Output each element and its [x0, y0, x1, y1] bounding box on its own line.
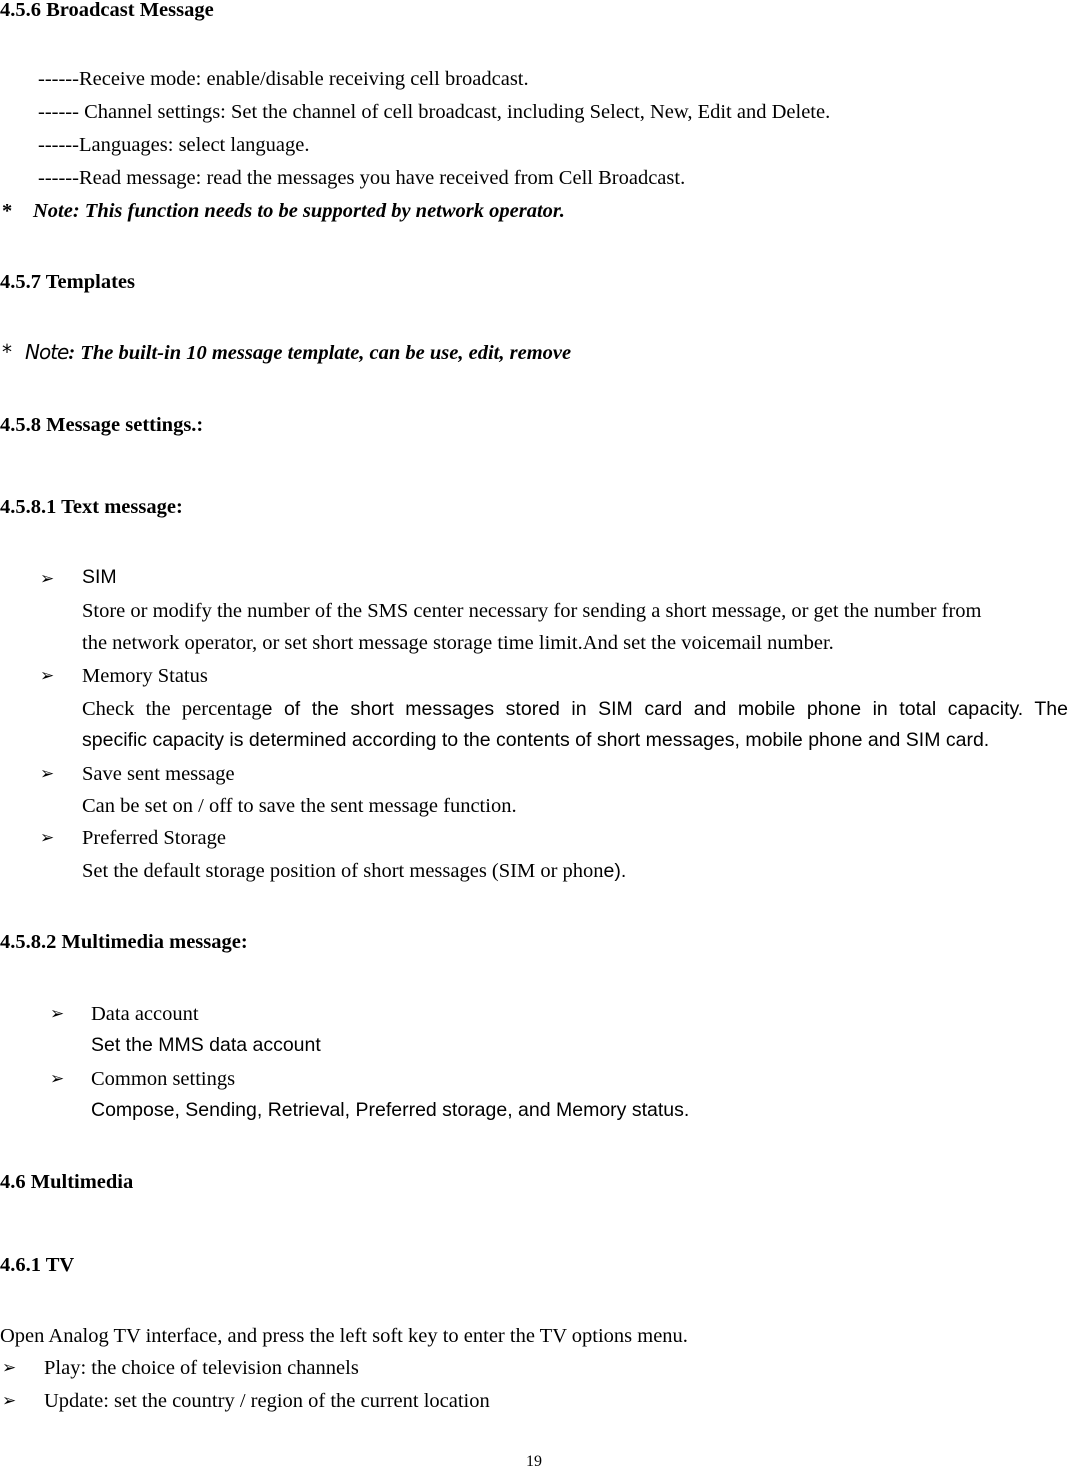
setting-desc-memory-line2: specific capacity is determined according to the contents of short messages, mobile phone and SIM card.	[82, 729, 990, 751]
tv-intro: Open Analog TV interface, and press the left soft key to enter the TV options menu.	[0, 1325, 688, 1347]
broadcast-item-receive-mode: ------Receive mode: enable/disable receiving cell broadcast.	[38, 68, 529, 90]
setting-desc-preferred-storage: Set the default storage position of short messages (SIM or phone).	[82, 860, 627, 882]
note-colon: :	[68, 342, 76, 364]
page-number: 19	[526, 1453, 542, 1470]
setting-desc-memory-line1: Check the percentage of the short messages stored in SIM card and mobile phone in total capacity. The	[82, 698, 1068, 720]
setting-desc-sim-line1: Store or modify the number of the SMS center necessary for sending a short message, or get the number from	[82, 600, 982, 622]
tv-option-update: Update: set the country / region of the current location	[44, 1390, 490, 1412]
setting-desc-common-settings: Compose, Sending, Retrieval, Preferred storage, and Memory status.	[91, 1099, 690, 1121]
setting-desc-save-sent: Can be set on / off to save the sent message function.	[82, 795, 517, 817]
setting-title-common-settings: Common settings	[91, 1068, 236, 1090]
note-asterisk: *	[2, 340, 11, 364]
setting-desc-data-account: Set the MMS data account	[91, 1034, 321, 1056]
bullet-arrow-icon: ➢	[2, 1358, 17, 1378]
setting-desc-sim-line2: the network operator, or set short message storage time limit.And set the voicemail number.	[82, 632, 834, 654]
templates-note	[2, 342, 571, 364]
tv-option-play: Play: the choice of television channels	[44, 1357, 359, 1379]
section-heading-4-6-1: 4.6.1 TV	[0, 1254, 75, 1276]
bullet-arrow-icon: ➢	[40, 666, 55, 686]
section-heading-4-5-8-2: 4.5.8.2 Multimedia message:	[0, 931, 248, 953]
section-heading-4-6: 4.6 Multimedia	[0, 1171, 134, 1193]
broadcast-item-read-message: ------Read message: read the messages you have received from Cell Broadcast.	[38, 167, 686, 189]
section-heading-4-5-8-1: 4.5.8.1 Text message:	[0, 496, 183, 518]
setting-title-sim: SIM	[82, 566, 117, 588]
broadcast-item-languages: ------Languages: select language.	[38, 134, 310, 156]
setting-title-memory-status: Memory Status	[82, 665, 208, 687]
broadcast-note: Note: This function needs to be supported by network operator.	[33, 200, 565, 222]
note-label: Note	[25, 340, 69, 364]
bullet-arrow-icon: ➢	[50, 1069, 65, 1089]
bullet-arrow-icon: ➢	[40, 569, 55, 589]
broadcast-item-channel-settings: ------ Channel settings: Set the channel of cell broadcast, including Select, New, Edit and Delete.	[38, 101, 831, 123]
templates-note-text: The built-in 10 message template, can be use, edit, remove	[80, 342, 572, 364]
bullet-arrow-icon: ➢	[40, 828, 55, 848]
note-asterisk: *	[2, 200, 13, 222]
setting-title-preferred-storage: Preferred Storage	[82, 827, 227, 849]
bullet-arrow-icon: ➢	[40, 764, 55, 784]
setting-title-data-account: Data account	[91, 1003, 199, 1025]
section-heading-4-5-8: 4.5.8 Message settings.:	[0, 414, 204, 436]
bullet-arrow-icon: ➢	[2, 1391, 17, 1411]
section-heading-4-5-7: 4.5.7 Templates	[0, 271, 135, 293]
bullet-arrow-icon: ➢	[50, 1004, 65, 1024]
section-heading-4-5-6: 4.5.6 Broadcast Message	[0, 0, 214, 21]
setting-title-save-sent: Save sent message	[82, 763, 235, 785]
